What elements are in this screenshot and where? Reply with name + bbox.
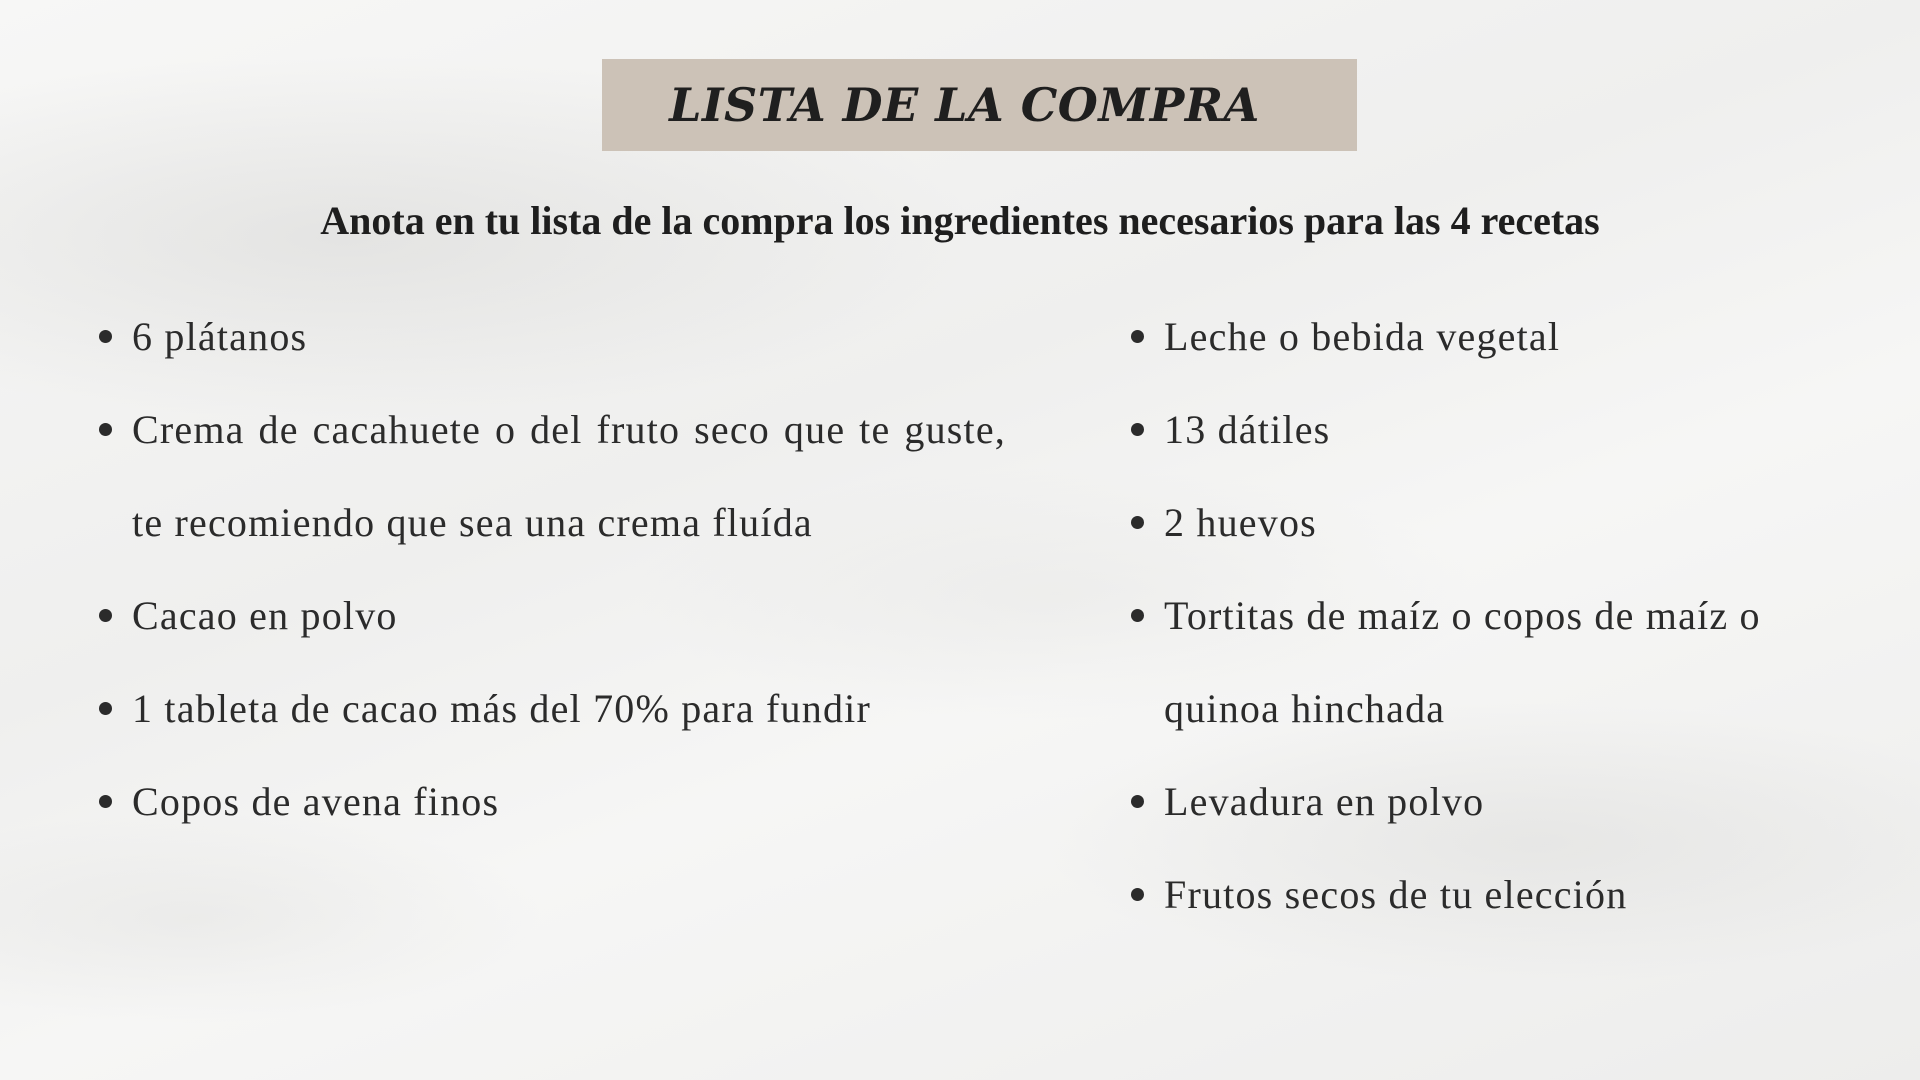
bullet-icon [1131,609,1144,622]
list-item [1124,290,1824,383]
bullet-icon [1131,888,1144,901]
bullet-icon [99,609,112,622]
title-banner [602,59,1357,151]
bullet-icon [1131,795,1144,808]
list-item [1124,755,1824,848]
bullet-icon [1131,330,1144,343]
list-item [92,383,1006,569]
list-item [1124,569,1824,755]
bullet-icon [99,330,112,343]
list-item-text: Frutos secos de tu elección [1164,872,1628,917]
list-item-text: 2 huevos [1164,500,1317,545]
list-item-text: 13 dátiles [1164,407,1331,452]
bullet-icon [1131,516,1144,529]
list-item [1124,848,1824,941]
shopping-list-right [1124,290,1824,941]
bullet-icon [99,423,112,436]
list-item [1124,383,1824,476]
page-subtitle: Anota en tu lista de la compra los ingredientes necesarios para las 4 recetas [320,198,1600,243]
list-item-text: Crema de cacahuete o del fruto seco que te guste, te recomiendo que sea una crema fluída [132,407,1006,545]
bullet-icon [99,702,112,715]
list-item [1124,476,1824,569]
list-item-text: 1 tableta de cacao más del 70% para fundir [132,686,871,731]
shopping-list-left [92,290,1006,848]
list-item-text: Leche o bebida vegetal [1164,314,1561,359]
list-item [92,662,1006,755]
list-item-text: Tortitas de maíz o copos de maíz o quinoa hinchada [1164,593,1761,731]
bullet-icon [99,795,112,808]
list-item-text: Copos de avena finos [132,779,500,824]
list-item [92,569,1006,662]
list-item-text: Cacao en polvo [132,593,398,638]
list-item [92,290,1006,383]
list-item-text: 6 plátanos [132,314,308,359]
bullet-icon [1131,423,1144,436]
list-item [92,755,1006,848]
list-item-text: Levadura en polvo [1164,779,1485,824]
page-title: LISTA DE LA COMPRA [669,78,1260,132]
